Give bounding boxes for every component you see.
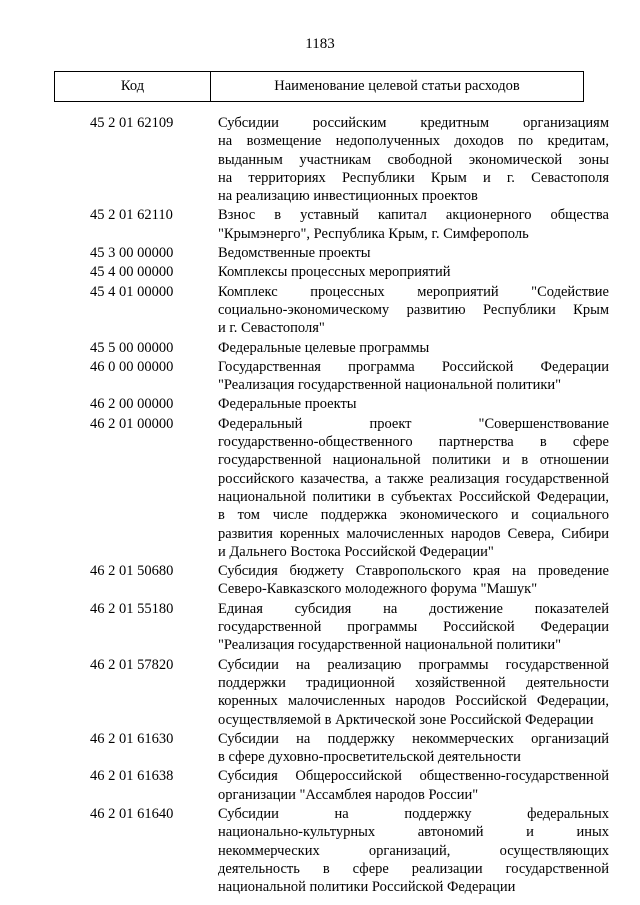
row-name-line: коренных малочисленных народов Российской Федерации,	[218, 693, 609, 710]
row-name-line: Северо-Кавказского молодежного форума "Машук"	[218, 581, 538, 598]
row-name-line: и г. Севастополя"	[218, 320, 325, 337]
table-row	[0, 283, 640, 338]
row-name	[218, 206, 609, 243]
table-row	[0, 244, 640, 262]
row-name-line: государственной программы Российской Федерации	[218, 619, 609, 636]
row-name	[218, 767, 609, 804]
row-name-line: Субсидии российским кредитным организациям	[218, 115, 609, 131]
row-name-line: Субсидии на реализацию программы государственной	[218, 656, 609, 673]
row-name-line: в сфере духовно-просветительской деятельности	[218, 749, 521, 766]
row-code: 45 5 00 00000	[90, 339, 174, 356]
row-name-line: "Крымэнерго", Республика Крым, г. Симферополь	[218, 225, 529, 242]
row-code: 46 2 01 50680	[90, 563, 174, 580]
table-row	[0, 415, 640, 561]
row-name-line: Субсидия бюджету Ставропольского края на проведение	[218, 563, 609, 580]
row-code: 45 4 01 00000	[90, 283, 174, 300]
row-code: 45 3 00 00000	[90, 245, 174, 262]
table-row	[0, 263, 640, 281]
table-row	[0, 767, 640, 804]
row-name-line: осуществляемой в Арктической зоне Российской Федерации	[218, 711, 594, 728]
row-name-line: российского казачества, а также реализация государственной	[218, 470, 609, 487]
row-name	[218, 415, 609, 561]
row-name	[218, 263, 609, 281]
row-name-line: "Реализация государственной национальной политики"	[218, 377, 562, 394]
row-code: 46 0 00 00000	[90, 358, 174, 375]
row-name	[218, 656, 609, 729]
row-name-line: Федеральные целевые программы	[218, 339, 430, 356]
row-name-line: развития коренных малочисленных народов Севера, Сибири	[218, 525, 609, 542]
row-code: 45 2 01 62109	[90, 115, 174, 131]
row-code: 46 2 01 61630	[90, 730, 174, 747]
row-name-line: в том числе поддержка экономического и социального	[218, 507, 609, 524]
row-name-line: государственной национальной политики и в отношении	[218, 452, 609, 469]
row-name-line: Субсидия Общероссийской общественно-государственной	[218, 768, 609, 785]
table-row	[0, 358, 640, 395]
row-name-line: на возмещение недополученных доходов по кредитам,	[218, 133, 609, 150]
row-name-line: Субсидии на поддержку федеральных	[218, 805, 609, 822]
row-name-line: Федеральный проект "Совершенствование	[218, 415, 609, 432]
row-name-line: национально-культурных автономий и иных	[218, 824, 609, 841]
page-number: 1183	[305, 36, 335, 52]
row-code: 46 2 00 00000	[90, 396, 174, 413]
table-row	[0, 600, 640, 655]
row-code: 45 4 00 00000	[90, 264, 174, 281]
row-name-line: некоммерческих организаций, осуществляющих	[218, 842, 609, 859]
row-name-line: организации "Ассамблея народов России"	[218, 786, 479, 803]
table-row	[0, 395, 640, 413]
row-name-line: Государственная программа Российской Федерации	[218, 358, 609, 375]
row-code: 46 2 01 57820	[90, 656, 174, 673]
row-code: 46 2 01 61638	[90, 768, 174, 785]
row-name-line: деятельность в сфере реализации государственной	[218, 860, 609, 877]
row-code: 46 2 01 55180	[90, 600, 174, 617]
table-row	[0, 114, 640, 205]
name-column-header: Наименование целевой статьи расходов	[274, 78, 520, 94]
row-name-line: поддержки традиционной хозяйственной деятельности	[218, 674, 609, 691]
row-name-line: Комплекс процессных мероприятий "Содействие	[218, 283, 609, 300]
row-name	[218, 395, 609, 413]
row-name-line: государственно-общественного партнерства в сфере	[218, 434, 609, 451]
row-name	[218, 730, 609, 767]
row-name	[218, 358, 609, 395]
row-name-line: Единая субсидия на достижение показателей	[218, 600, 609, 617]
row-name-line: Федеральные проекты	[218, 396, 357, 413]
row-name	[218, 805, 609, 896]
table-row	[0, 656, 640, 729]
row-name-line: национальной политики в субъектах Российской Федерации,	[218, 488, 609, 505]
table-row	[0, 339, 640, 357]
row-name-line: Субсидии на поддержку некоммерческих организаций	[218, 730, 609, 747]
table-body	[0, 114, 640, 897]
row-name-line: Ведомственные проекты	[218, 245, 371, 262]
row-name-line: Взнос в уставный капитал акционерного общества	[218, 207, 609, 224]
row-name-line: Комплексы процессных мероприятий	[218, 264, 451, 281]
row-name	[218, 339, 609, 357]
row-code: 46 2 01 61640	[90, 805, 174, 822]
row-name-line: национальной политики Российской Федерации	[218, 879, 516, 896]
row-code: 46 2 01 00000	[90, 415, 174, 432]
row-name	[218, 114, 609, 205]
row-name-line: на реализацию инвестиционных проектов	[218, 188, 478, 205]
row-name-line: и Дальнего Востока Российской Федерации"	[218, 543, 494, 560]
row-name	[218, 244, 609, 262]
row-name-line: на территориях Республики Крым и г. Севастополя	[218, 169, 609, 186]
table-header	[54, 71, 584, 102]
row-name	[218, 283, 609, 338]
row-code: 45 2 01 62110	[90, 207, 173, 224]
row-name-line: выданным участникам свободной экономической зоны	[218, 151, 609, 168]
row-name-line: "Реализация государственной национальной политики"	[218, 637, 562, 654]
row-name	[218, 562, 609, 599]
table-row	[0, 805, 640, 896]
table-row	[0, 562, 640, 599]
code-column-header: Код	[55, 72, 211, 101]
row-name-line: социально-экономическому развитию Республики Крым	[218, 301, 609, 318]
row-name	[218, 600, 609, 655]
table-row	[0, 206, 640, 243]
table-row	[0, 730, 640, 767]
